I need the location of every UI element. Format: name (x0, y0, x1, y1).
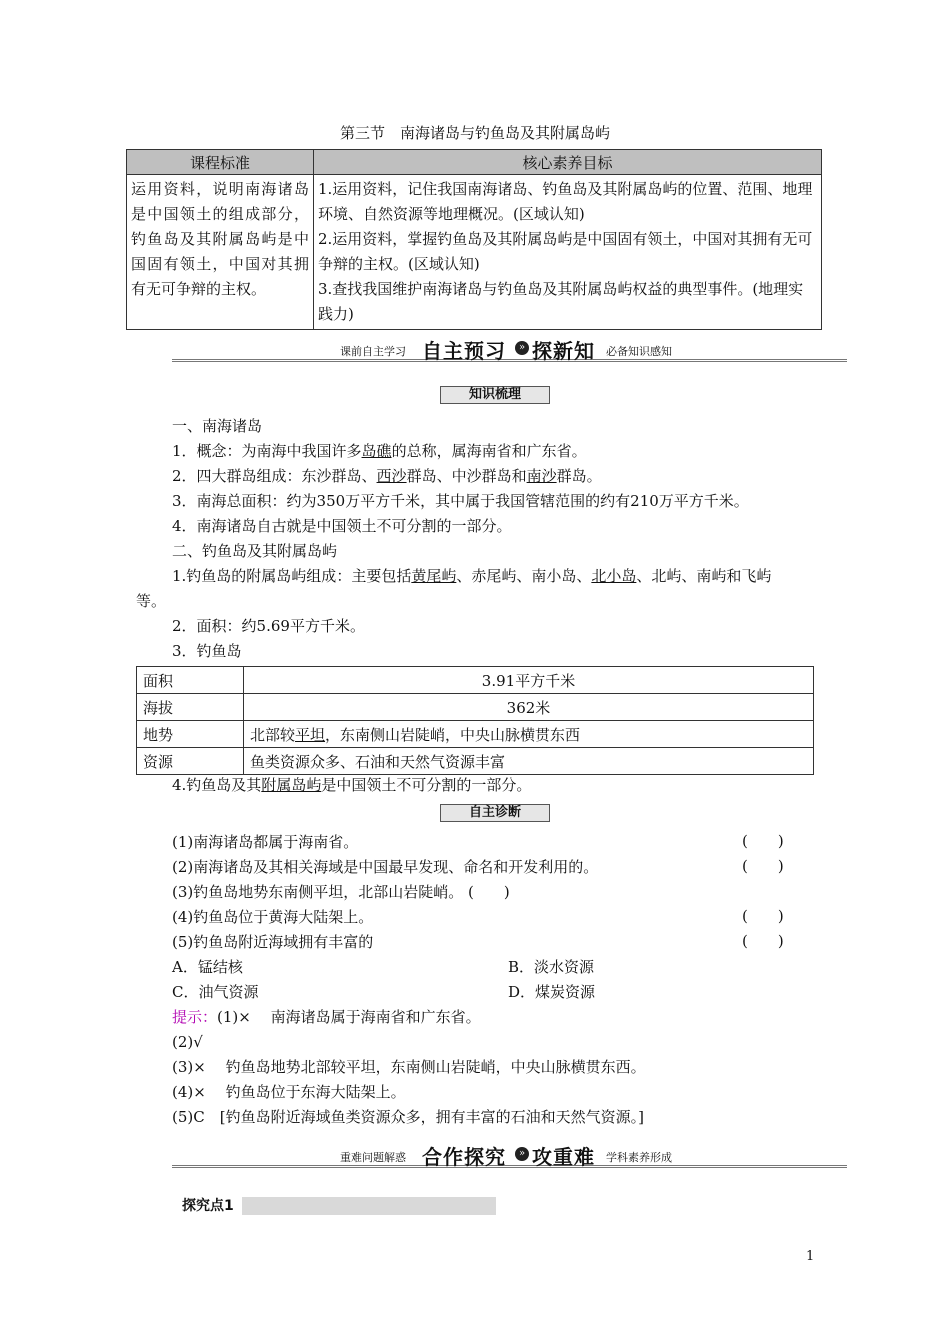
list-item: 1．概念：为南海中我国许多岛礁的总称，属海南省和广东省。 (172, 442, 587, 460)
list-item: 1.钓鱼岛的附属岛屿组成：主要包括黄尾屿、赤尾屿、南小岛、北小岛、北屿、南屿和飞屿 (172, 567, 772, 585)
banner-right-label: 必备知识感知 (606, 345, 672, 358)
table-header-standard: 课程标准 (127, 150, 314, 175)
banner-right-label: 学科素养形成 (606, 1151, 672, 1164)
standard-text: 运用资料，说明南海诸岛是中国领土的组成部分，钓鱼岛及其附属岛屿是中国固有领土，中国对其拥有无可争辩的主权。 (127, 175, 314, 330)
table-cell: 北部较平坦，东南侧山岩陡峭，中央山脉横贯东西 (244, 721, 814, 748)
banner-main-title: 合作探究 (422, 1145, 506, 1169)
table-cell: 资源 (137, 748, 244, 775)
question-item: (1)南海诸岛都属于海南省。 (172, 833, 359, 851)
hint-item: 提示：(1)× 南海诸岛属于海南省和广东省。 (172, 1008, 481, 1026)
page-number: 1 (806, 1249, 815, 1264)
answer-blank: ( ) (742, 932, 784, 950)
table-header-goals: 核心素养目标 (314, 150, 822, 175)
table-cell: 面积 (137, 667, 244, 694)
list-item: 2．四大群岛组成：东沙群岛、西沙群岛、中沙群岛和南沙群岛。 (172, 467, 602, 485)
diagnosis-tag: 自主诊断 (440, 804, 550, 822)
hint-item: (4)× 钓鱼岛位于东海大陆架上。 (172, 1083, 406, 1101)
options-row: A．锰结核 B．淡水资源 (172, 958, 595, 976)
heading-diaoyu: 二、钓鱼岛及其附属岛屿 (172, 542, 338, 560)
table-cell: 3.91平方千米 (244, 667, 814, 694)
section-banner-preview (172, 337, 847, 362)
goal-item: 2.运用资料，掌握钓鱼岛及其附属岛屿是中国固有领土，中国对其拥有无可争辩的主权。(区域认知) (318, 230, 813, 273)
answer-blank: ( ) (742, 832, 784, 850)
explore-point-label: 探究点1 (174, 1197, 242, 1215)
diagnosis-section (172, 830, 832, 1130)
banner-left-label: 重难问题解惑 (340, 1151, 406, 1164)
list-item: 等。 (136, 592, 167, 610)
arrow-icon: » (515, 341, 529, 355)
explore-point-bar (174, 1197, 496, 1215)
question-item: (5)钓鱼岛附近海域拥有丰富的 (172, 933, 374, 951)
list-item: 3．钓鱼岛 (172, 642, 242, 660)
options-row: C．油气资源 D．煤炭资源 (172, 983, 596, 1001)
knowledge-tag: 知识梳理 (440, 386, 550, 404)
knowledge-section (136, 414, 832, 664)
table-cell: 海拔 (137, 694, 244, 721)
hint-item: (5)C [钓鱼岛附近海域鱼类资源众多，拥有丰富的石油和天然气资源。] (172, 1108, 644, 1126)
answer-blank: ( ) (742, 907, 784, 925)
page-title: 第三节 南海诸岛与钓鱼岛及其附属岛屿 (339, 124, 610, 142)
banner-left-label: 课前自主学习 (340, 345, 406, 358)
heading-south-china-sea: 一、南海诸岛 (172, 417, 263, 435)
goal-item: 3.查找我国维护南海诸岛与钓鱼岛及其附属岛屿权益的典型事件。(地理实践力) (318, 280, 804, 323)
curriculum-table (126, 149, 822, 330)
question-item: (2)南海诸岛及其相关海域是中国最早发现、命名和开发利用的。 (172, 858, 599, 876)
goal-item: 1.运用资料，记住我国南海诸岛、钓鱼岛及其附属岛屿的位置、范围、地理环境、自然资源等地理概况。(区域认知) (318, 180, 813, 223)
list-item: 3．南海总面积：约为350万平方千米，其中属于我国管辖范围的约有210万平方千米。 (172, 492, 749, 510)
arrow-icon: » (515, 1147, 529, 1161)
list-item: 2．面积：约5.69平方千米。 (172, 617, 365, 635)
diaoyu-table (136, 666, 814, 775)
list-item: 4.钓鱼岛及其附属岛屿是中国领土不可分割的一部分。 (172, 776, 532, 794)
list-item: 4．南海诸岛自古就是中国领土不可分割的一部分。 (172, 517, 512, 535)
banner-main-title: 自主预习 (422, 339, 506, 363)
banner-sub-title: 攻重难 (532, 1145, 595, 1169)
hint-label: 提示： (172, 1008, 218, 1026)
hint-item: (3)× 钓鱼岛地势北部较平坦，东南侧山岩陡峭，中央山脉横贯东西。 (172, 1058, 646, 1076)
goals-cell (314, 175, 822, 330)
table-cell: 地势 (137, 721, 244, 748)
answer-blank: ( ) (742, 857, 784, 875)
section-banner-explore (172, 1143, 847, 1168)
question-item: (3)钓鱼岛地势东南侧平坦，北部山岩陡峭。 ( ) (172, 883, 510, 901)
table-cell: 鱼类资源众多、石油和天然气资源丰富 (244, 748, 814, 775)
table-cell: 362米 (244, 694, 814, 721)
question-item: (4)钓鱼岛位于黄海大陆架上。 (172, 908, 374, 926)
banner-sub-title: 探新知 (532, 339, 595, 363)
hint-item: (2)√ (172, 1033, 203, 1051)
